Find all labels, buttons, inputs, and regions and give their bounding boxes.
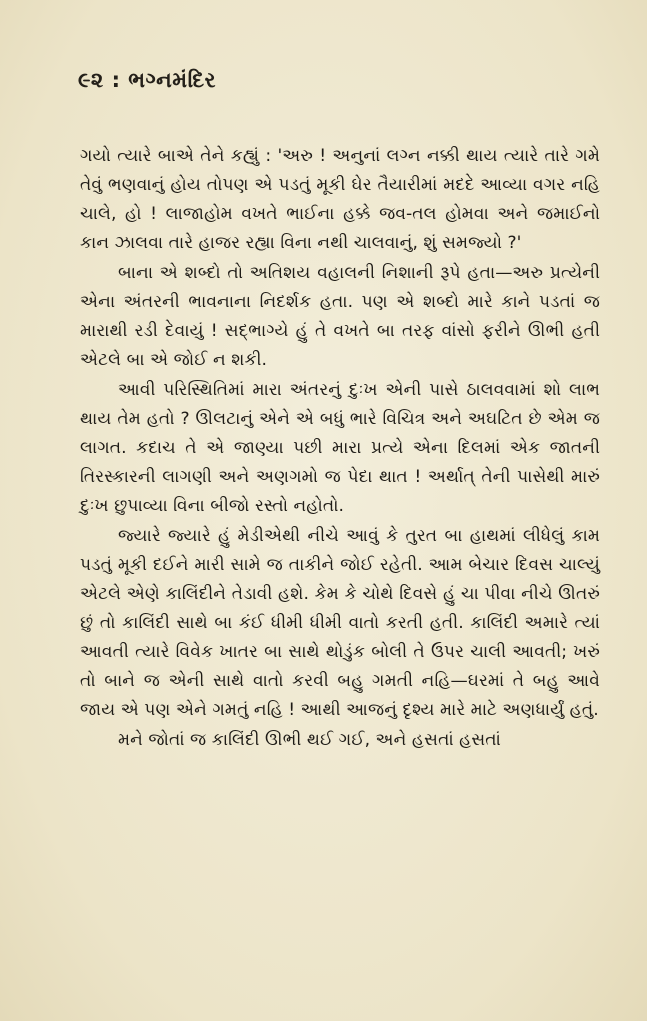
page-header: ૯૨ : ભગ્નમંદિર [78, 68, 216, 92]
paragraph-5: મને જોતાં જ કાલિંદી ઊભી થઈ ગઈ, અને હસતાં હસતાં [118, 730, 501, 750]
paragraph-2: બાના એ શબ્દો તો અતિશય વહાલની નિશાની રૂપે હતા—અરુ પ્રત્યેની એના અંતરની ભાવનાના નિદર્શક હતા. પણ એ શબ્દો મારે કાને પડતાં જ મારાથી રડી દેવાયું ! સદ્ભાગ્યે હું તે વખતે બા તરફ વાંસો ફરીને ઊભી હતી એટલે બા એ જોઈ ન શકી. [80, 263, 600, 370]
paragraph-1: ગયો ત્યારે બાએ તેને કહ્યું : 'અરુ ! અનુનાં લગ્ન નક્કી થાય ત્યારે તારે ગમે તેવું ભણવાનું હોય તોપણ એ પડતું મૂકી ઘેર તૈયારીમાં મદદે આવ્યા વગર નહિ ચાલે, હો ! લાજાહોમ વખતે ભાઈના હક્કે જવ-તલ હોમવા અને જમાઈનો કાન ઝાલવા તારે હાજર રહ્યા વિના નથી ચાલવાનું, શું સમજ્યો ?' [80, 146, 600, 253]
body-text [80, 142, 600, 756]
paragraph-4: જ્યારે જ્યારે હું મેડીએથી નીચે આવું કે તુરત બા હાથમાં લીધેલું કામ પડતું મૂકી દઈને મારી સામે જ તાકીને જોઈ રહેતી. આમ બેચાર દિવસ ચાલ્યું એટલે એણે કાલિંદીને તેડાવી હશે. કેમ કે ચોથે દિવસે હું ચા પીવા નીચે ઊતરું છું તો કાલિંદી સાથે બા કંઈ ધીમી ધીમી વાતો કરતી હતી. કાલિંદી અમારે ત્યાં આવતી ત્યારે વિવેક ખાતર બા સાથે થોડુંક બોલી તે ઉપર ચાલી આવતી; ખરું તો બાને જ એની સાથે વાતો કરવી બહુ ગમતી નહિ—ઘરમાં તે બહુ આવે જાય એ પણ એને ગમતું નહિ ! આથી આજનું દૃશ્ય મારે માટે અણધાર્યું હતું. [80, 526, 600, 720]
paragraph-3: આવી પરિસ્થિતિમાં મારા અંતરનું દુઃખ એની પાસે ઠાલવવામાં શો લાભ થાય તેમ હતો ? ઊલટાનું એને એ બધું ભારે વિચિત્ર અને અઘટિત છે એમ જ લાગત. કદાચ તે એ જાણ્યા પછી મારા પ્રત્યે એના દિલમાં એક જાતની તિરસ્કારની લાગણી અને અણગમો જ પેદા થાત ! અર્થાત્ તેની પાસેથી મારું દુઃખ છુપાવ્યા વિના બીજો રસ્તો નહોતો. [80, 380, 600, 516]
